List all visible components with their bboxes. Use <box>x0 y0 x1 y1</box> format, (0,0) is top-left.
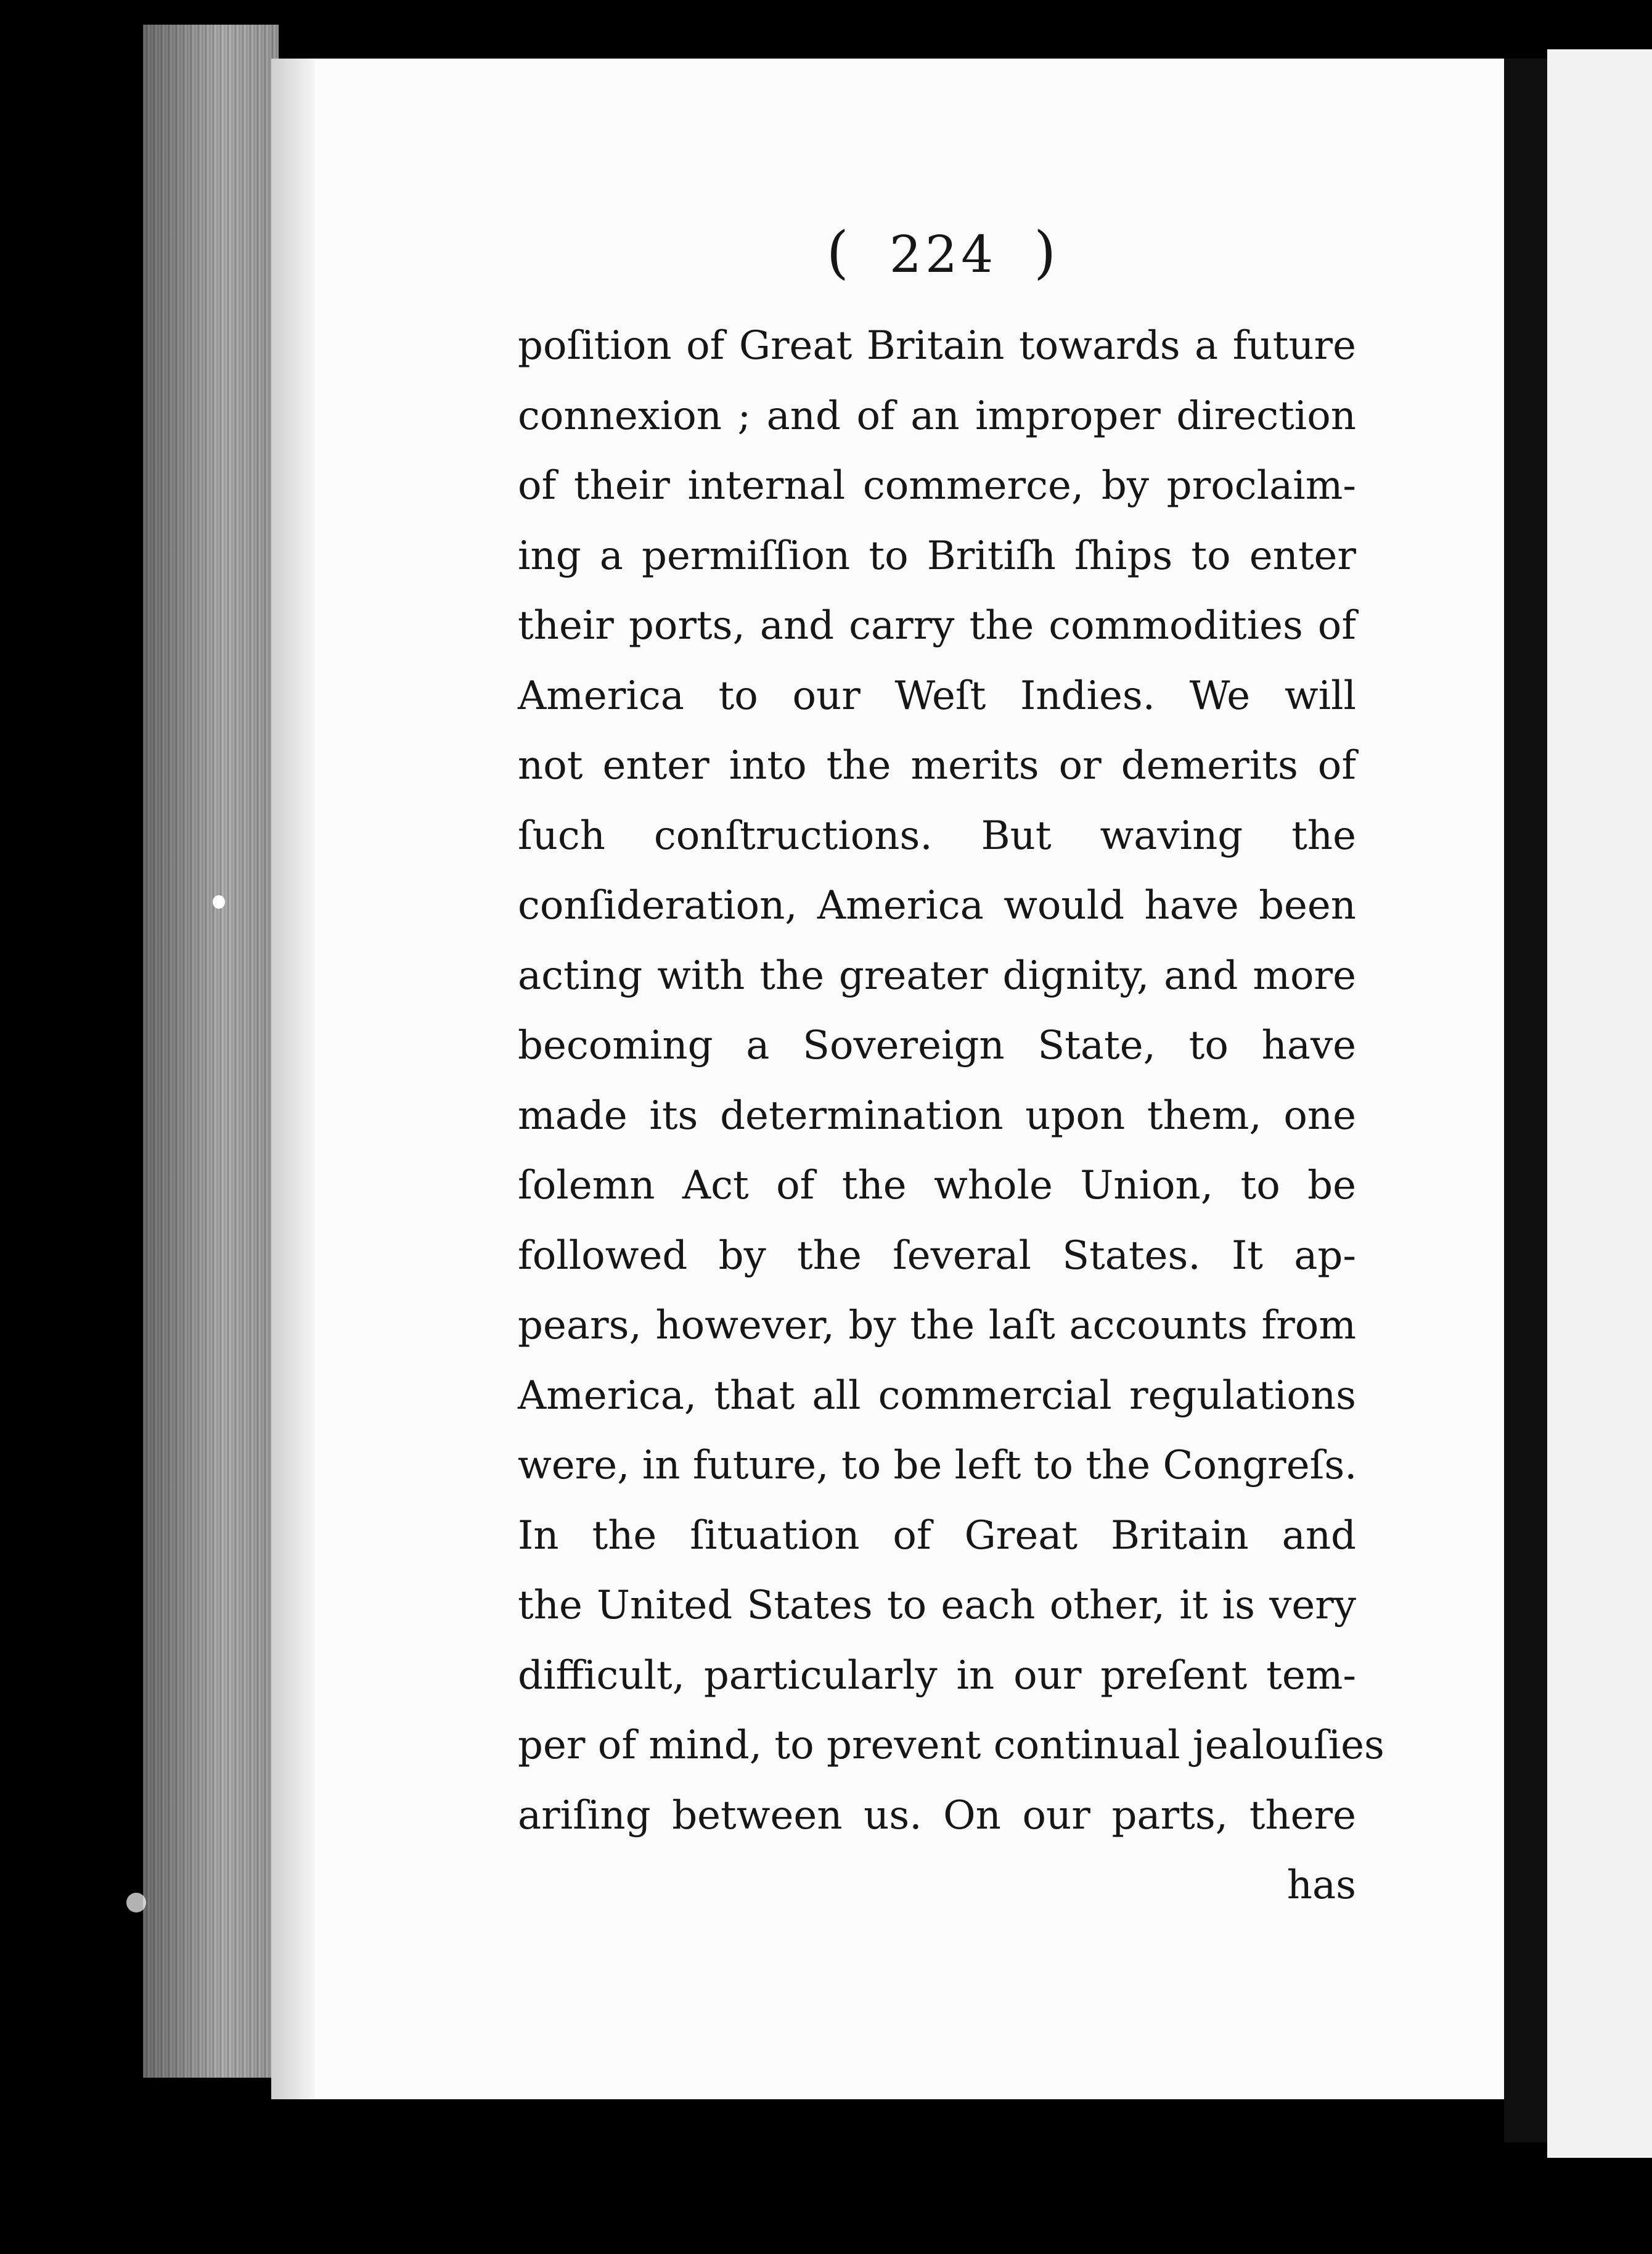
text-line: followed by the ſeveral States. It ap- <box>518 1232 1356 1279</box>
text-line: America, that all commercial regulations <box>518 1372 1356 1419</box>
header-close-paren: ) <box>1034 219 1060 285</box>
text-line: ſuch conſtructions. But waving the <box>518 813 1356 859</box>
text-line: ariſing between us. On our parts, there <box>518 1792 1356 1838</box>
text-line: the United States to each other, it is very <box>518 1583 1356 1628</box>
text-line: their ports, and carry the commodities of <box>518 603 1356 649</box>
text-line: were, in future, to be left to the Congreſs. <box>518 1443 1357 1488</box>
scan-speck <box>126 1893 146 1912</box>
text-line: poſition of Great Britain towards a future <box>518 323 1356 369</box>
text-line: conſideration, America would have been <box>518 883 1356 928</box>
page-number-header <box>518 219 1356 311</box>
text-line: acting with the greater dignity, and more <box>518 953 1356 999</box>
text-line: ſolemn Act of the whole Union, to be <box>518 1163 1356 1208</box>
page-text <box>518 219 1384 1921</box>
page-edges-shade <box>143 25 279 2078</box>
text-line: pears, however, by the laſt accounts from <box>518 1303 1356 1348</box>
facing-page <box>1547 49 1652 2158</box>
text-line: connexion ; and of an improper direction <box>518 393 1356 439</box>
text-line: difficult, particularly in our preſent tem- <box>518 1652 1356 1699</box>
text-line: In the ſituation of Great Britain and <box>518 1512 1356 1559</box>
header-open-paren: ( <box>826 219 853 285</box>
text-line: not enter into the merits or demerits of <box>518 743 1356 789</box>
catchword: has <box>1286 1863 1356 1908</box>
facing-page-edge <box>1504 59 1547 2142</box>
text-line: per of mind, to prevent continual jealouſies <box>518 1723 1384 1768</box>
text-line: of their internal commerce, by proclaim- <box>518 463 1356 509</box>
text-line: becoming a Sovereign State, to have <box>518 1023 1356 1068</box>
page-number: 224 <box>889 226 997 284</box>
text-line: America to our Weſt Indies. We will <box>518 673 1356 719</box>
page-gutter <box>271 59 314 2099</box>
text-line: ing a permiſſion to Britiſh ſhips to enter <box>518 533 1356 579</box>
scan-speck <box>213 895 225 909</box>
text-line: made its determination upon them, one <box>518 1092 1356 1139</box>
